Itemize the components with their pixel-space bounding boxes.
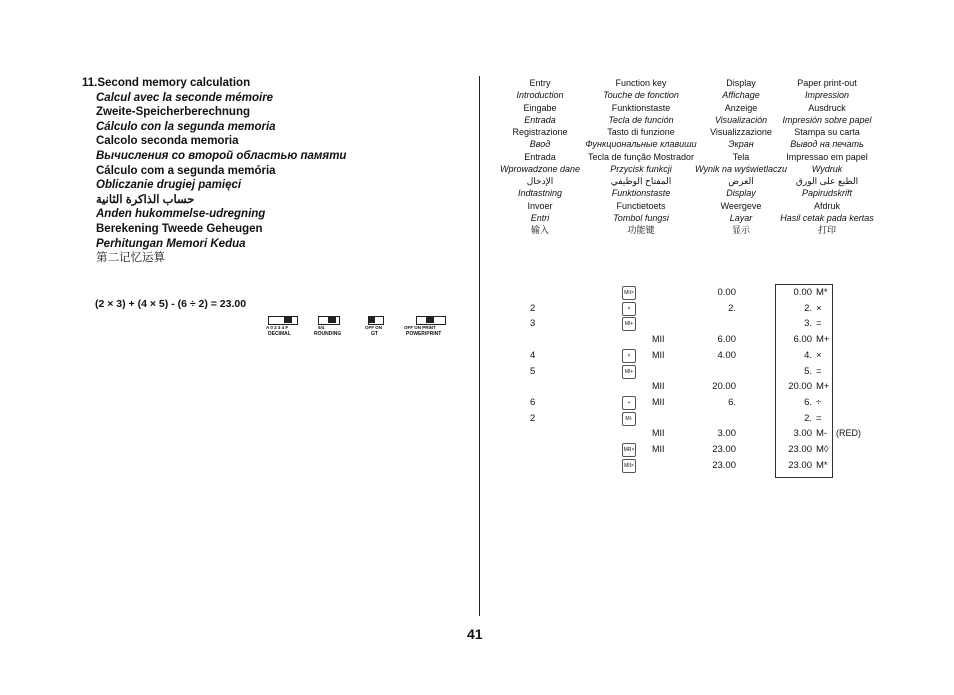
paper-symbol: M◊ [816, 444, 829, 455]
function-key-button[interactable]: × [622, 302, 636, 316]
paper-symbol: M* [816, 459, 828, 471]
paper-value: 2. [804, 302, 812, 314]
entry-value: 6 [530, 396, 536, 408]
paper-symbol: × [816, 349, 822, 361]
paper-symbol: × [816, 302, 822, 314]
paper-symbol: = [816, 365, 822, 377]
entry-value: 2 [530, 302, 536, 314]
function-key-button[interactable]: MII× [622, 286, 636, 300]
paper-value: 23.00 [788, 459, 812, 471]
section-titles [82, 76, 462, 266]
paper-symbol: M+ [816, 381, 830, 393]
display-value: 20.00 [712, 381, 736, 393]
display-value: 23.00 [712, 459, 736, 471]
title-russian: Вычисления со второй областью памяти [96, 149, 347, 162]
display-value: 3.00 [717, 428, 736, 440]
paper-value: 5. [804, 365, 812, 377]
function-key-button[interactable]: MR× [622, 443, 636, 457]
entry-value: 2 [530, 412, 536, 424]
title-chinese: 第二记忆运算 [96, 252, 165, 265]
paper-symbol: M+ [816, 334, 830, 346]
function-key-button[interactable]: × [622, 349, 636, 363]
page-number: 41 [467, 626, 483, 642]
function-key-button[interactable]: MI- [622, 412, 636, 426]
function-key-button[interactable]: MII× [622, 459, 636, 473]
paper-symbol: = [816, 412, 822, 424]
mii-key-label: MII [652, 334, 665, 345]
display-value: 6. [728, 396, 736, 408]
display-value: 23.00 [712, 444, 736, 455]
title-arabic: حساب الذاكرة الثانية [96, 193, 195, 206]
paper-symbol: M* [816, 287, 828, 298]
paper-symbol: = [816, 318, 822, 330]
display-value: 0.00 [717, 287, 736, 298]
paper-value: 20.00 [788, 381, 812, 393]
paper-symbol: ÷ [816, 396, 822, 408]
example-equation: (2 × 3) + (4 × 5) - (6 ÷ 2) = 23.00 [95, 298, 247, 310]
mii-key-label: MII [652, 396, 665, 407]
mii-key-label: MII [652, 428, 665, 439]
title-dutch: Berekening Tweede Geheugen [96, 222, 263, 235]
print-color-note: (RED) [836, 428, 861, 439]
title-danish: Anden hukommelse-udregning [96, 208, 266, 221]
title-polish: Obliczanie drugiej pamięci [96, 179, 242, 192]
paper-value: 0.00 [793, 287, 812, 298]
column-divider [479, 76, 480, 616]
mii-key-label: MII [652, 349, 665, 360]
paper-symbol: M- [816, 428, 828, 440]
entry-value: 3 [530, 318, 536, 330]
mii-key-label: MII [652, 444, 665, 454]
header-paper: Paper print-out Impression Ausdruck Impresión sobre papel Stampa su carta Вывод на печать Impressao em papel Wydruk الطبع على الورق Papirudskrift Afdruk Hasil cetak pada kertas 打印 [780, 78, 874, 235]
title-indonesian: Perhitungan Memori Kedua [96, 237, 246, 250]
paper-value: 3. [804, 318, 812, 330]
function-key-button[interactable]: ÷ [622, 396, 636, 410]
entry-value: 4 [530, 349, 536, 361]
title-spanish: Cálculo con la segunda memoria [96, 120, 276, 133]
display-value: 2. [728, 302, 736, 314]
mii-key-label: MII [652, 381, 665, 392]
entry-value: 5 [530, 365, 536, 377]
title-italian: Calcolo seconda memoria [96, 135, 239, 148]
header-entry: Entry Introduction Eingabe Entrada Registrazione Ввод Entrada Wprowadzone dane الإدخال Indtastning Invoer Entri 输入 [499, 78, 581, 235]
header-function-key: Function key Touche de fonction Funktionstaste Tecla de función Tasto di funzione Функциональные клавиши Tecla de função Mostrador Przycisk funkcji المفتاح الوظيفي Funktionstaste Functietoets Tombol fungsi 功能键 [585, 78, 697, 235]
header-display: Display Affichage Anzeige Visualización Visualizzazione Экран Tela Wynik na wyświetlaczu العرض Display Weergeve Layar 显示 [694, 78, 788, 235]
paper-value: 2. [804, 412, 812, 424]
paper-value: 6.00 [793, 334, 812, 346]
title-french: Calcul avec la seconde mémoire [96, 91, 274, 104]
title-german: Zweite-Speicherberechnung [96, 106, 251, 119]
title-portuguese: Cálculo com a segunda memória [96, 164, 276, 177]
display-value: 4.00 [717, 349, 736, 361]
paper-value: 23.00 [788, 444, 812, 455]
paper-value: 3.00 [793, 428, 812, 440]
title-english: 11.Second memory calculation [82, 77, 251, 89]
function-key-button[interactable]: MI+ [622, 317, 636, 331]
paper-value: 4. [804, 349, 812, 361]
display-value: 6.00 [717, 334, 736, 346]
paper-value: 6. [804, 396, 812, 408]
function-key-button[interactable]: MI+ [622, 365, 636, 379]
